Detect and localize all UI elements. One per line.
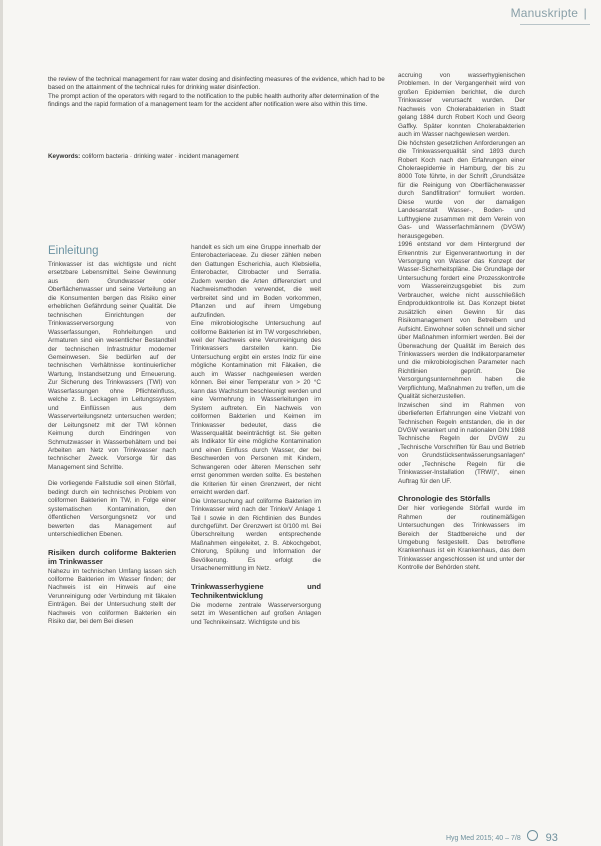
col2-paragraph-1: handelt es sich um eine Gruppe innerhalb der Enterobacteriaceae. Zu dieser zählen neben den Gattungen Escherichia, auch Klebsiella, Enterobacter, Citrobacter und Serratia. Zudem werden die Arten differenziert und Nachweismethoden verwendet, die weit verbreitet sind und im Boden vorkommen, Pflanzen und auf ihrem Umgebung aufzufinden. (191, 244, 321, 319)
col3-paragraph-2: Die höchsten gesetzlichen Anforderungen an die Trinkwasserqualität sind 1893 durch Robert Koch nach den Erfahrungen einer Choleraepidemie in Hamburg, der bis zu 8000 Tote führte, in der Schrift „Grundsätze für die Reinigung von Oberflächenwasser durch Sandfiltration“ formuliert worden. Diese wurde von der damaligen Landesanstalt Wasser-, Boden- und Lufthygiene zusammen mit dem Verein von Gas- und Wasserfachmännern (DVGW) herausgegeben. (398, 139, 525, 240)
page-footer (446, 830, 558, 844)
header-separator: | (583, 6, 587, 20)
page-number: 93 (545, 832, 558, 844)
keywords-label: Keywords: (48, 153, 81, 160)
page-marker-icon (527, 830, 538, 841)
abstract-paragraph-2: The prompt action of the operators with regard to the notification to the public health authority after determination of the findings and the rapid formation of a management team for the accident after notification were also within this time. (48, 92, 380, 108)
section-header (511, 6, 587, 20)
page-edge (0, 0, 3, 846)
abstract (48, 76, 388, 109)
keywords-text: coliform bacteria · drinking water · incident management (81, 153, 239, 160)
header-rule (520, 24, 590, 25)
subheading-trinkwasserhygiene: Trinkwasserhygiene und Technikentwicklung (191, 581, 321, 600)
abstract-paragraph-1: the review of the technical management for raw water dosing and disinfecting measures of the evidence, which had to be based on the attainment of the technical rules for drinking water disinfection. (48, 76, 385, 92)
column-3 (398, 72, 525, 573)
col3-paragraph-4: Inzwischen sind im Rahmen von überlieferten Erfahrungen eine Vielzahl von Technischen Regeln entstanden, die in der DVGW verankert und in nationalen DIN 1988 Technische Regeln der DVGW zu „Technische Vorschriften für Bau und Betrieb von Grundstücksentwässerungsanlagen“ oder „Technische Regeln für die Trinkwasser-Installation (TRWI)“, einen Auftrag für den UF. (398, 401, 525, 485)
col2-paragraph-2: Eine mikrobiologische Untersuchung auf coliforme Bakterien ist im TW vorgeschrieben, weil der Nachweis eine Verunreinigung des Trinkwassers darstellen kann. Die Untersuchung ergibt ein erstes Indiz für eine mögliche Kontamination mit Fäkalien, die auch im Wasser nachgewiesen werden können. Bei einer Temperatur von > 20 °C kann das Wachstum beschleunigt werden und eine Vermehrung in Wasserleitungen im System auftreten. Ein Nachweis von coliformen Bakterien und Keimen im Trinkwasser bedeutet, dass die Wasserqualität beeinträchtigt ist. Sie gelten als Indikator für eine mögliche Kontamination und einen Einfluss durch Wasser, der bei Beschwerden von Personen mit Kindern, Schwangeren oder älteren Menschen sehr ernst genommen werden sollte. Es bestehen die Kriterien für einen Grenzwert, der nicht erreicht werden darf. (191, 320, 321, 497)
col3-paragraph-1: accruing von wasserhygienischen Problemen. In der Vergangenheit wird von großen Epidemien berichtet, die durch Trinkwasser verursacht wurden. Der Nachweis von Cholerabakterien in Stadt gelang 1884 durch Robert Koch und Georg Gaffky. Später konnten Cholerabakterien auch im Wasser nachgewiesen werden. (398, 72, 525, 139)
section-heading-einleitung: Einleitung (48, 245, 99, 257)
col1-paragraph-3: Nahezu im technischen Umfang lassen sich coliforme Bakterien im Wasser finden; der Nachweis ist ein Hinweis auf eine Verunreinigung oder Verbindung mit fäkalen Einträgen. Bei der Untersuchung stellt der Nachweis von coliformen Bakterien ein Risiko dar, bei dem Bei diesen (48, 567, 176, 626)
col2-paragraph-3: Die Untersuchung auf coliforme Bakterien im Trinkwasser wird nach der TrinkwV Anlage 1 Teil I sowie in den Richtlinien des Bundes durchgeführt. Der Grenzwert ist 0/100 ml. Bei Überschreitung werden entsprechende Maßnahmen eingeleitet, z. B. Abkochgebot, Chlorung, Spülung und Information der Bevölkerung. Es erfolgt die Ursachenermittlung im Netz. (191, 497, 321, 573)
section-title: Manuskripte (510, 6, 579, 20)
col3-paragraph-3: 1996 entstand vor dem Hintergrund der Erkenntnis zur Eigenverantwortung in der Versorgung von Wasser das Konzept der Wasser-Sicherheitspläne. Die Grundlage der Untersuchung fordert eine Prozesskontrolle vom Wassereinzugsgebiet bis zum Verbraucher, welche nicht ausschließlich Endproduktkontrolle ist. Das Konzept bietet zusätzlich einen Gewinn für das Risikomanagement von Betreibern und Aufsicht. Einwohner sollen schnell und sicher über Maßnahmen informiert werden. Bei der Überwachung der Qualität im Bereich des Trinkwassers werden die Indikatorparameter und die mikrobiologischen Parameter nach Richtlinien geprüft. Die Versorgungsunternehmen haben die Verpflichtung, Maßnahmen zu treffen, um die Qualität sicherzustellen. (398, 241, 525, 401)
col3-paragraph-5: Der hier vorliegende Störfall wurde im Rahmen der routinemäßigen Untersuchungen des Trinkwassers im Bereich der Stadtbereiche und der Umgebung festgestellt. Das betroffene Krankenhaus ist ein Krankenhaus, das dem Trinkwasser angeschlossen ist und unter der Kontrolle der Behörden steht. (398, 505, 525, 572)
keywords (48, 153, 388, 161)
subheading-risiken: Risiken durch coliforme Bakterien im Trinkwasser (48, 547, 176, 566)
column-1 (48, 244, 176, 627)
col1-paragraph-2: Die vorliegende Fallstudie soll einen Störfall, bedingt durch ein technisches Problem von coliformen Bakterien im TW, in Folge einer systematischen Kontamination, den öffentlichen Versorgungsnetz vor und bewerten das Management auf unterschiedlichen Ebenen. (48, 480, 176, 539)
journal-issue: Hyg Med 2015; 40 – 7/8 (446, 835, 521, 842)
column-2 (191, 244, 321, 627)
subheading-chronologie: Chronologie des Störfalls (398, 494, 491, 504)
col1-paragraph-1: Trinkwasser ist das wichtigste und nicht ersetzbare Lebensmittel. Seine Gewinnung aus dem Grundwasser oder Oberflächenwasser und seine Verteilung an die Konsumenten bergen das Risiko einer erheblichen Gefährdung seiner Qualität. Die technischen Einrichtungen der Trinkwasserversorgung von Wasserfassungen, Rohrleitungen und Armaturen sind ein wesentlicher Bestandteil der technischen Infrastruktur moderner Gemeinwesen. Sie bedürfen auf der technischen Verhältnisse kontinuierlicher Wartung, Instandsetzung und Erneuerung. Zur Sicherung des Trinkwassers (TWI) von Wasserfassungen ohne Pflichteinfluss, welche z. B. Leckagen im Leitungssystem und Einflüssen aus dem Wasserverteilungsnetz untersuchen werden; der Leitungsnetz mit der TWI können Keimung durch Eindringen von Schmutzwasser in Wasserbehältern und bei Arbeiten am Netz von Trinkwasser nach technischer Zweck. Vorsorge für das Management sind Schritte. (48, 261, 176, 471)
col2-paragraph-4: Die moderne zentrale Wasserversorgung setzt im Wesentlichen auf großen Anlagen und Technikeinsatz. Wichtigste und bis (191, 601, 321, 626)
